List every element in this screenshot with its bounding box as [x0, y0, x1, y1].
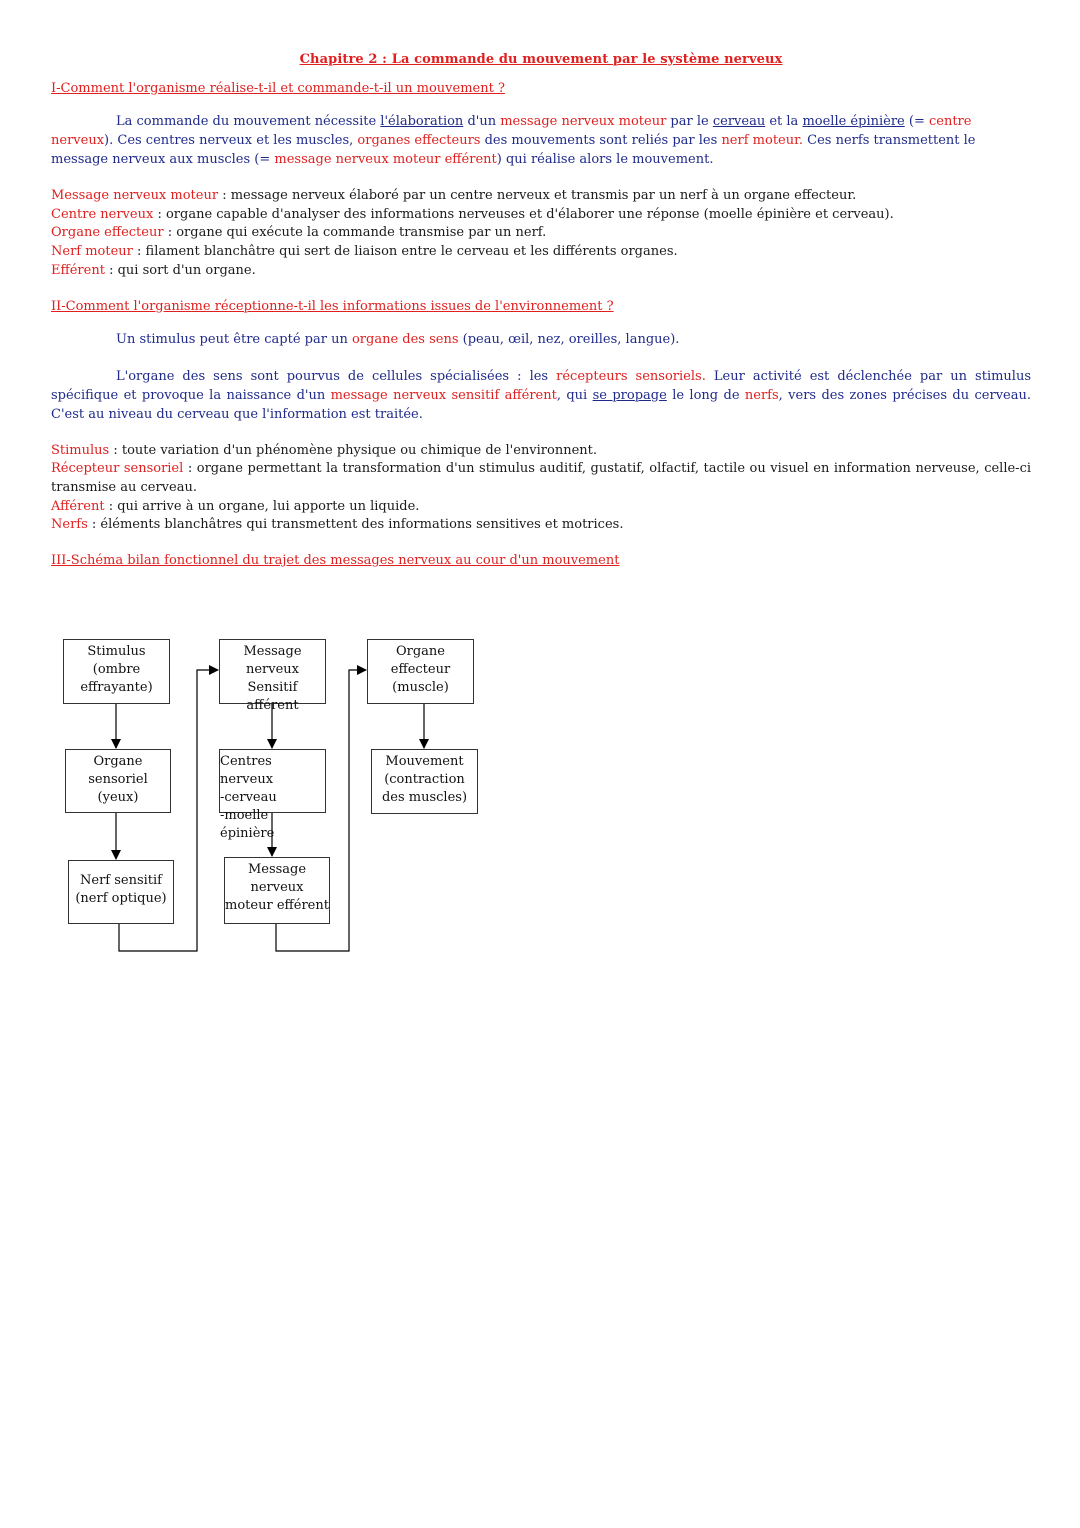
chapter-title: Chapitre 2 : La commande du mouvement par le système nerveux [299, 52, 783, 67]
section-2-heading: II-Comment l'organisme réceptionne-t-il les informations issues de l'environnement ? [51, 298, 614, 314]
definition [51, 498, 1031, 517]
box-centres-nerveux [219, 749, 326, 841]
box-line: Nerf sensitif [80, 873, 162, 888]
text-run: , qui [556, 387, 593, 403]
definition-text: : toute variation d'un phénomène physique ou chimique de l'environnent. [109, 442, 598, 458]
definition [51, 224, 1031, 243]
box-line: (yeux) [97, 790, 139, 805]
text-run: nerfs [744, 387, 779, 403]
box-line: nerveux [250, 880, 304, 895]
box-nerf-sensitif [68, 860, 174, 924]
definition-term: Message nerveux moteur [51, 188, 219, 203]
box-line: (ombre [92, 662, 141, 677]
definition-term: Afférent [51, 498, 105, 514]
box-line: Sensitif afférent [246, 680, 299, 713]
definition-text: : organe qui exécute la commande transmise par un nerf. [163, 225, 547, 241]
box-line: effrayante) [80, 680, 153, 695]
text-run: , vers des zones précises du cerveau. C'est au niveau du cerveau que l'information est traitée. [51, 387, 1031, 422]
text-run: par le [666, 114, 713, 129]
text-run: (peau, œil, nez, oreilles, langue). [458, 331, 680, 347]
box-line: Stimulus [87, 644, 146, 659]
box-line: moteur efférent [225, 898, 329, 913]
definition [51, 243, 1031, 262]
definition [51, 187, 1031, 206]
text-run: se propage [592, 387, 667, 403]
definition-term: Nerf moteur [51, 244, 133, 260]
box-line: sensoriel [88, 772, 148, 787]
text-run: d'un [463, 114, 501, 129]
text-run: nerf moteur. [721, 133, 804, 148]
box-line: Organe [395, 644, 445, 659]
definition-text: : filament blanchâtre qui sert de liaison entre le cerveau et les différents organes. [132, 244, 678, 260]
box-line: (nerf optique) [75, 891, 167, 906]
connector-moteur-to-effecteur [276, 670, 366, 951]
box-message-moteur [224, 857, 330, 924]
definition-text: : qui arrive à un organe, lui apporte un liquide. [104, 498, 420, 514]
definition-term: Efférent [51, 262, 105, 278]
box-stimulus [63, 639, 170, 704]
box-line: effecteur [390, 662, 451, 677]
section-1-paragraph [51, 112, 1031, 169]
text-run: Leur activité est déclenchée par un stimulus spécifique et provoque la naissance d'un [51, 368, 1031, 403]
text-run: (= [904, 114, 929, 129]
text-run: moelle épinière [802, 114, 905, 129]
text-run: et la [765, 114, 803, 129]
box-line: nerveux [245, 662, 300, 677]
text-run: message nerveux moteur efférent [274, 152, 497, 167]
box-line: -cerveau [220, 790, 277, 805]
box-organe-effecteur [367, 639, 474, 704]
text-run: organes effecteurs [357, 133, 481, 148]
definition-term: Organe effecteur [51, 225, 164, 241]
text-run: récepteurs sensoriels. [556, 368, 706, 384]
section-2-paragraph-1 [51, 330, 1031, 349]
text-run: organe des sens [351, 331, 459, 347]
box-organe-sensoriel [65, 749, 171, 813]
definition-term: Centre nerveux [51, 206, 154, 222]
definition [51, 206, 1031, 225]
definition [51, 262, 1031, 281]
box-line: Centres nerveux [220, 754, 274, 787]
text-run: message nerveux moteur [500, 114, 667, 129]
text-run: des mouvements sont reliés par les [480, 133, 722, 148]
section-1-definitions [51, 187, 1031, 281]
section-2-definitions [51, 442, 1031, 536]
section-1-heading: I-Comment l'organisme réalise-t-il et commande-t-il un mouvement ? [51, 81, 505, 96]
text-run: La commande du mouvement nécessite [116, 114, 381, 129]
text-run: le long de [666, 387, 745, 403]
text-run: l'élaboration [380, 114, 464, 129]
definition-text: : organe capable d'analyser des informations nerveuses et d'élaborer une réponse (moelle épinière et cerveau). [153, 206, 894, 222]
definition [51, 460, 1031, 497]
text-run: centre nerveux [51, 114, 972, 148]
box-mouvement [371, 749, 478, 814]
definition-term: Nerfs [51, 517, 88, 533]
box-message-sensitif [219, 639, 326, 713]
text-run: ). Ces centres nerveux et les muscles, [104, 133, 358, 148]
box-line: Message [247, 862, 307, 877]
definition-text: : éléments blanchâtres qui transmettent des informations sensitives et motrices. [87, 517, 624, 533]
definition [51, 442, 1031, 461]
definition-text: : organe permettant la transformation d'un stimulus auditif, gustatif, olfactif, tactile ou visuel en information nerveuse, celle-ci transmise au cerveau. [51, 461, 1032, 495]
text-run: Ces nerfs transmettent le message nerveux aux muscles (= [51, 133, 976, 167]
definition-term: Récepteur sensoriel [51, 461, 184, 477]
box-line: Message [243, 644, 302, 659]
text-run: L'organe des sens sont pourvus de cellules spécialisées : les [116, 368, 557, 384]
box-line: (muscle) [392, 680, 449, 695]
box-line: des muscles) [381, 790, 468, 805]
document-page [51, 52, 1031, 584]
box-line: Organe [93, 754, 143, 769]
box-line: Mouvement [385, 754, 464, 769]
box-line: -moelle épinière [220, 808, 275, 841]
definition-text: : qui sort d'un organe. [104, 262, 256, 278]
text-run: Un stimulus peut être capté par un [116, 331, 352, 347]
section-2-paragraph-2 [51, 367, 1031, 424]
text-run: ) qui réalise alors le mouvement. [496, 152, 714, 167]
text-run: cerveau [712, 114, 766, 129]
section-3-heading: III-Schéma bilan fonctionnel du trajet des messages nerveux au cour d'un mouvement [51, 553, 620, 569]
definition-term: Stimulus [51, 442, 110, 458]
text-run: message nerveux sensitif afférent [330, 387, 557, 403]
definition [51, 516, 1031, 535]
definition-text: : message nerveux élaboré par un centre nerveux et transmis par un nerf à un organe effecteur. [218, 188, 857, 203]
connector-nerf-to-message-sensitif [119, 670, 218, 951]
box-line: (contraction [384, 772, 465, 787]
